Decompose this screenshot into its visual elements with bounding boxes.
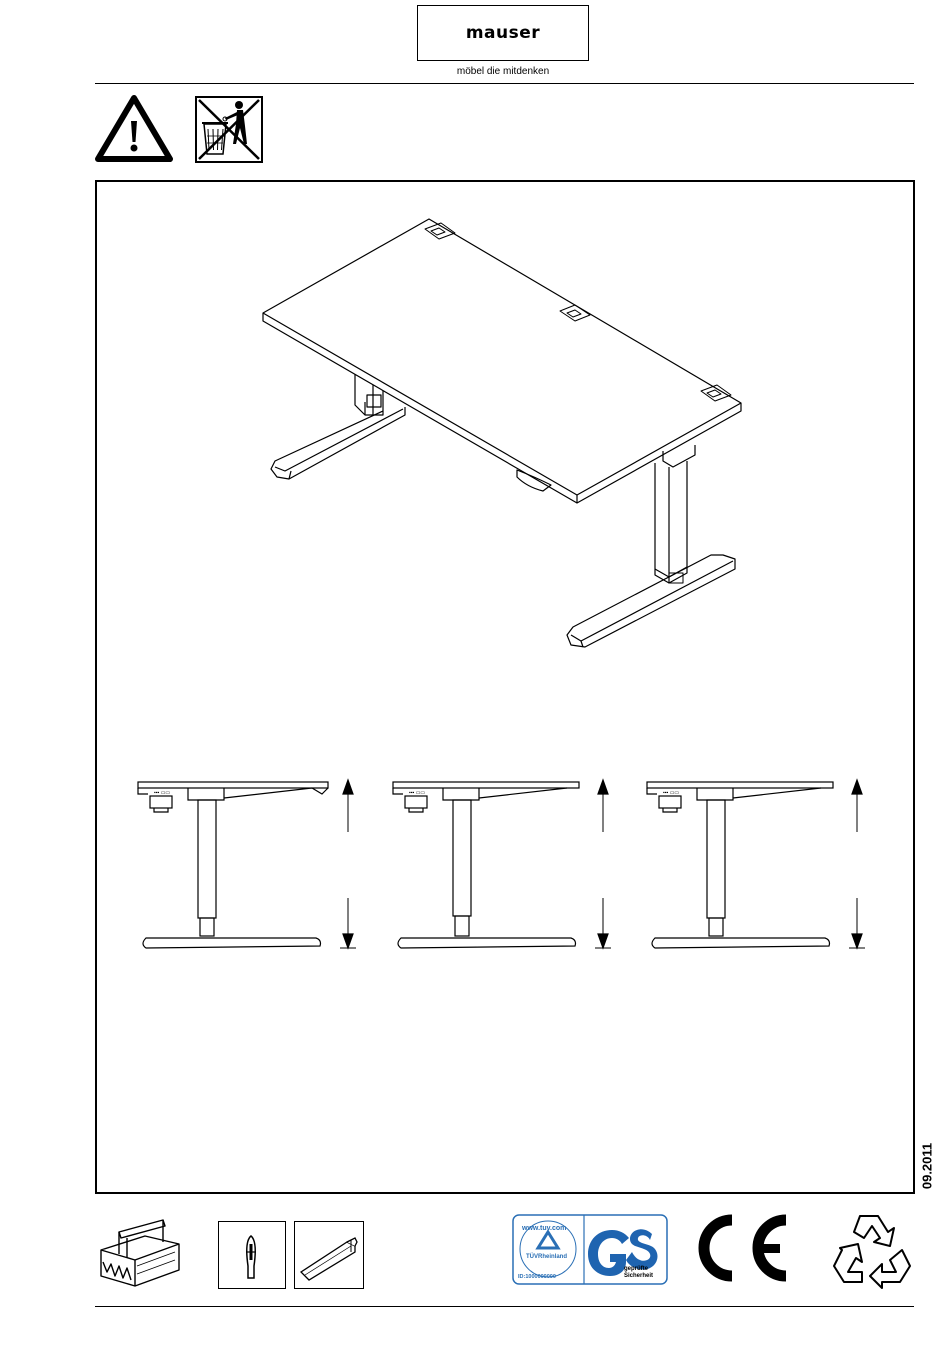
- toolbox-icon: [97, 1214, 185, 1290]
- warning-triangle-icon: [95, 95, 173, 163]
- desk-top: [263, 219, 741, 503]
- tuv-gs-certification-badge: [512, 1214, 668, 1285]
- svg-text:▪▪▪ ▭▭: ▪▪▪ ▭▭: [409, 790, 426, 796]
- no-household-waste-icon: [195, 96, 263, 163]
- svg-text:▪▪▪ ▭▭: ▪▪▪ ▭▭: [663, 790, 680, 796]
- revision-date-text: 09.2011: [919, 1142, 935, 1190]
- desk-side-view-1: [132, 772, 362, 952]
- tuv-url: www.tuv.com: [522, 1225, 567, 1232]
- desk-isometric-drawing: [255, 215, 755, 660]
- gs-line1: geprüfte: [624, 1266, 648, 1272]
- recycling-icon: [830, 1210, 916, 1292]
- ce-mark-icon: [688, 1212, 792, 1284]
- header-divider: [95, 83, 914, 84]
- tuv-id: ID:1000000000: [518, 1274, 556, 1280]
- svg-text:▪▪▪ ▭▭: ▪▪▪ ▭▭: [154, 790, 171, 796]
- allen-key-icon: [295, 1222, 362, 1287]
- revision-date-label: [917, 1140, 937, 1192]
- gs-line2: Sicherheit: [624, 1273, 654, 1279]
- brand-name: mauser: [465, 23, 541, 43]
- screwdriver-tool-box: [218, 1221, 286, 1289]
- brand-logo-box: [417, 5, 589, 61]
- desk-side-view-2: [387, 772, 617, 952]
- phillips-screwdriver-icon: [219, 1222, 284, 1287]
- footer-divider: [95, 1306, 914, 1307]
- tuv-name: TÜVRheinland: [526, 1254, 568, 1260]
- brand-tagline: möbel die mitdenken: [456, 66, 550, 77]
- allen-key-tool-box: [294, 1221, 364, 1289]
- desk-side-view-3: [641, 772, 871, 952]
